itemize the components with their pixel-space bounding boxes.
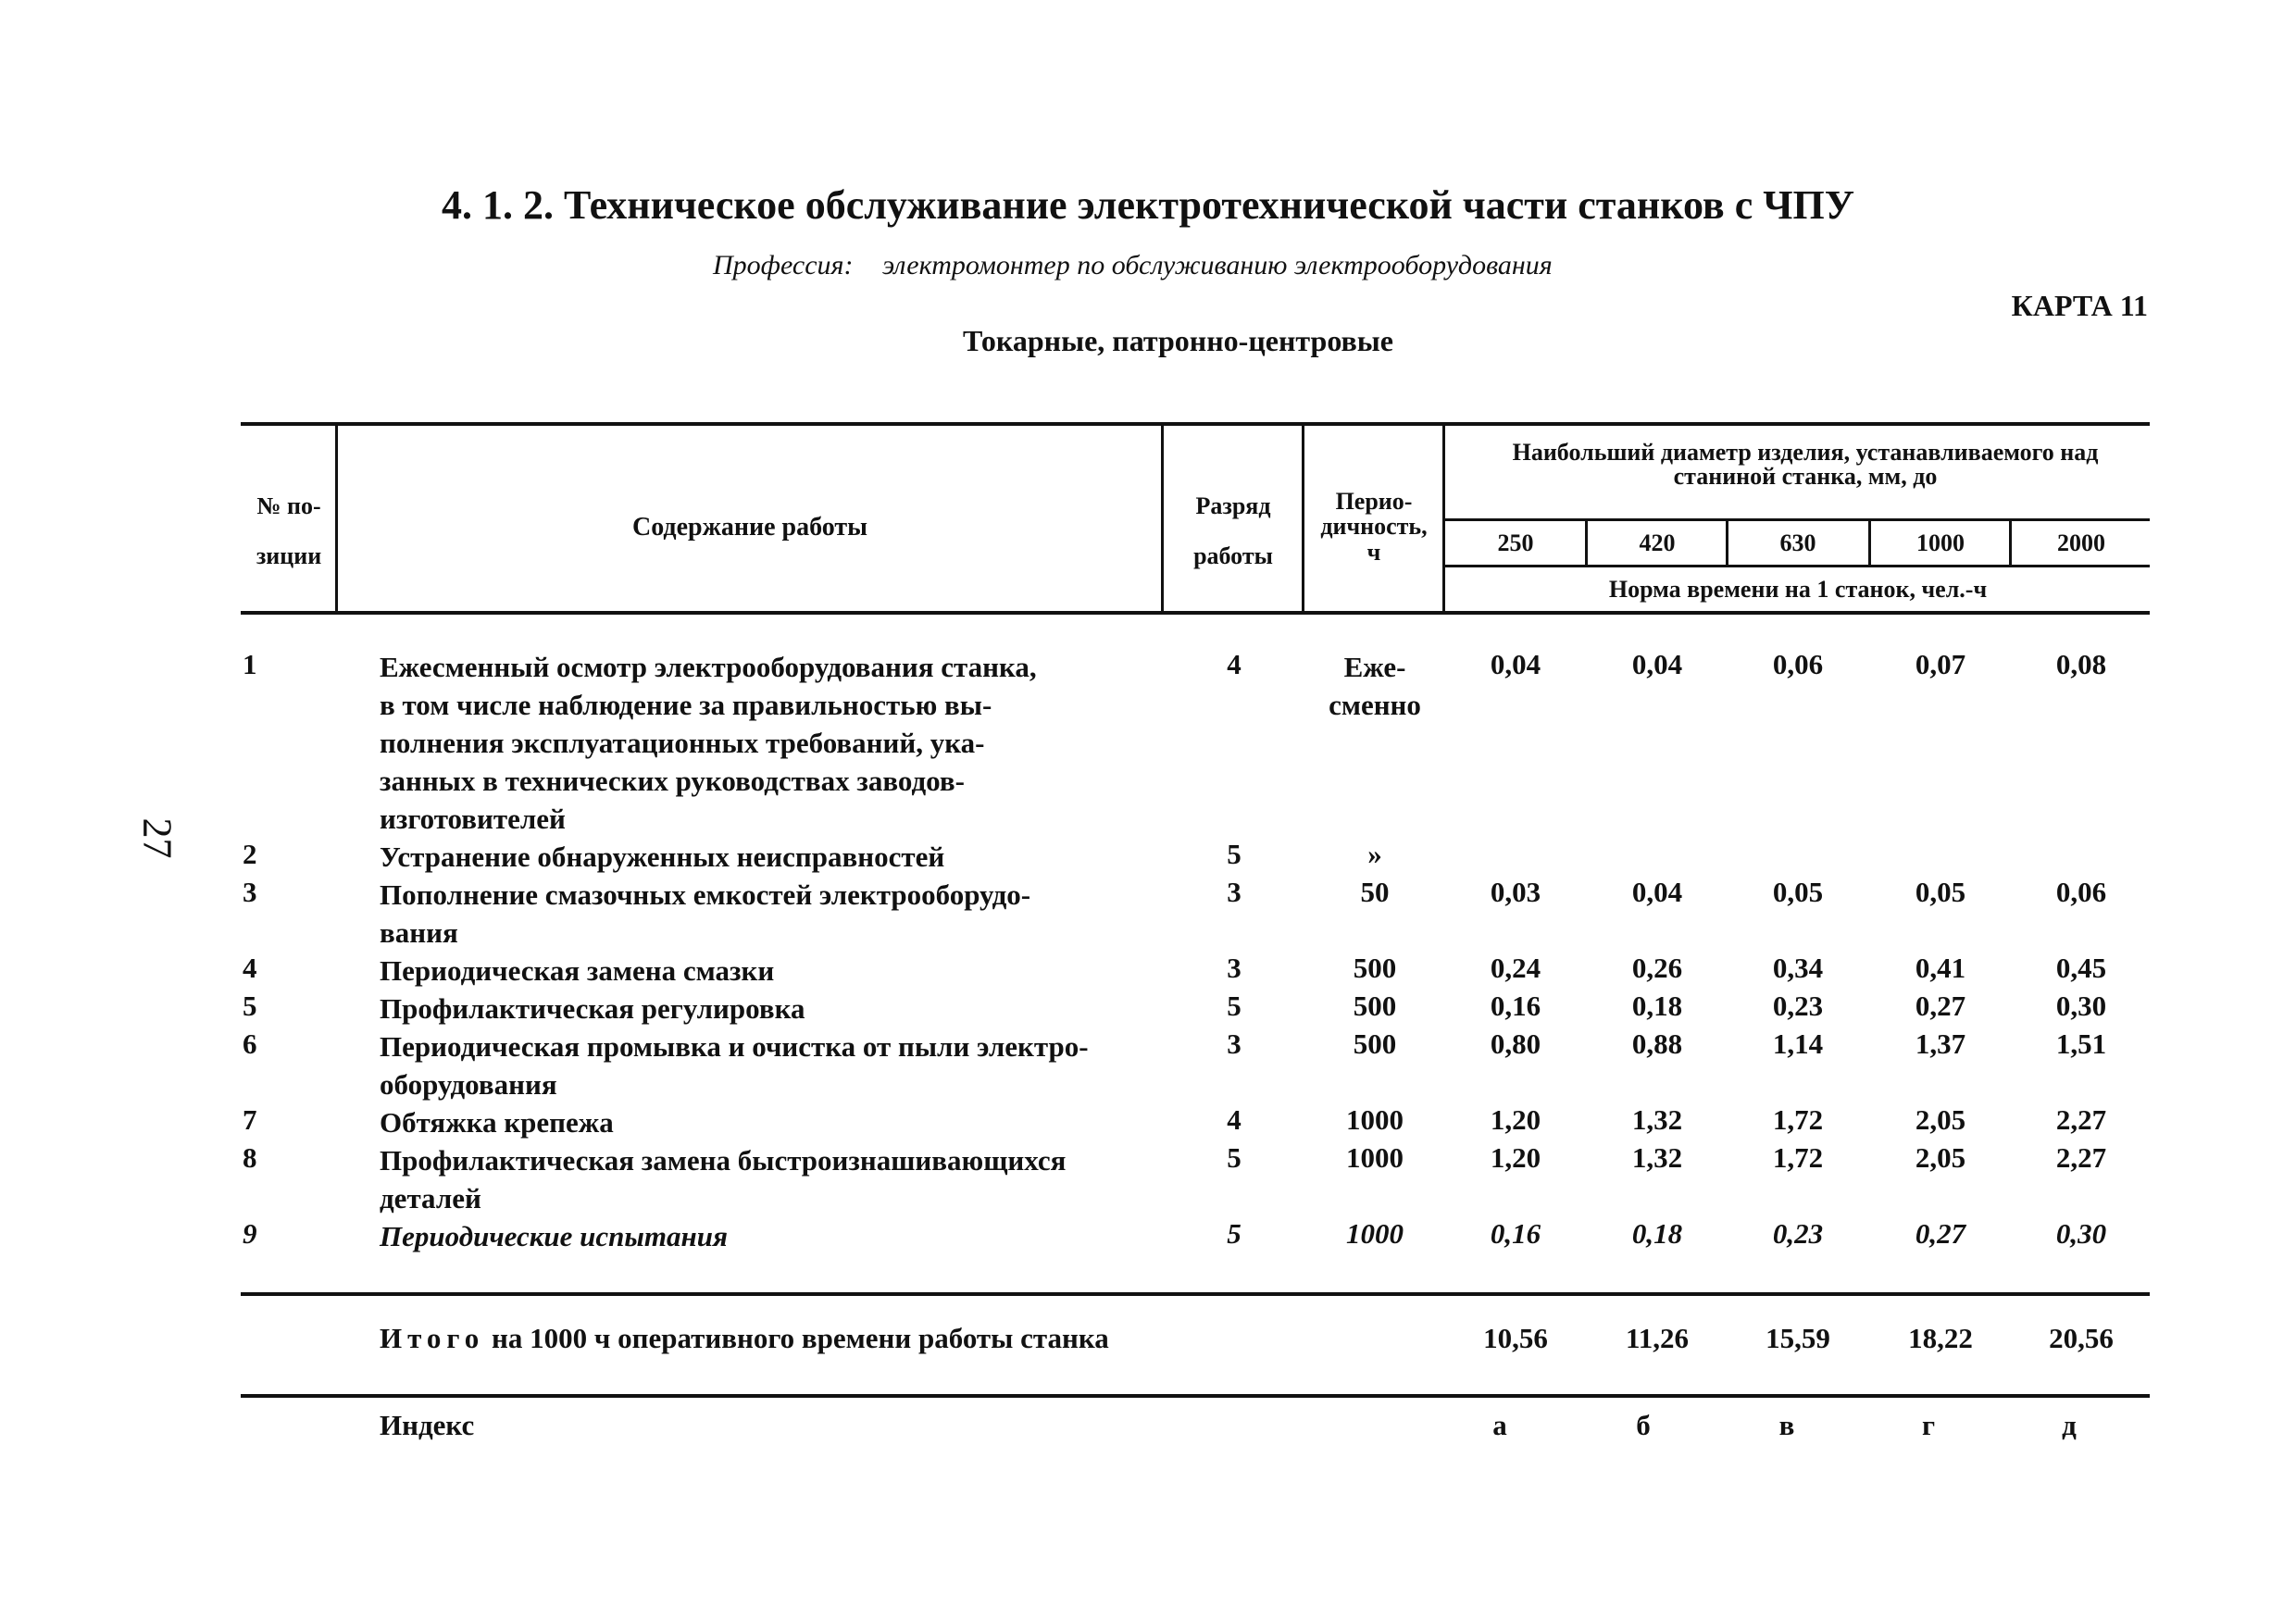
row-content: Обтяжка крепежа: [380, 1106, 614, 1139]
row-value-630: 0,05: [1772, 876, 1824, 908]
total-top-rule: [241, 1292, 2150, 1296]
total-value-250: 10,56: [1483, 1322, 1548, 1354]
row-value-420: 0,26: [1631, 952, 1683, 984]
row-number: 3: [243, 876, 257, 908]
header-position-line1: № по-: [256, 492, 321, 519]
col-divider-1: [335, 424, 338, 613]
row-content: Периодическая промывка и очистка от пыли электро- оборудования: [380, 1030, 1089, 1101]
total-label: [380, 1322, 1398, 1355]
row-value-250: 0,04: [1490, 648, 1541, 680]
row-value-1000: 0,05: [1915, 876, 1966, 908]
row-value-1000: 0,27: [1915, 1217, 1966, 1250]
row-value-630: 0,34: [1772, 952, 1824, 984]
row-grade: 3: [1227, 876, 1242, 908]
document-title: 4. 1. 2. Техническое обслуживание электротехнической части станков с ЧПУ: [441, 182, 1855, 228]
row-value-630: 1,72: [1772, 1141, 1824, 1174]
row-value-420: 0,88: [1631, 1027, 1683, 1060]
row-period: 500: [1353, 952, 1397, 984]
row-value-1000: 1,37: [1915, 1027, 1966, 1060]
col-divider-3: [1302, 424, 1304, 613]
row-value-1000: 2,05: [1915, 1141, 1966, 1174]
row-grade: 3: [1227, 952, 1242, 984]
header-periodicity: [1305, 489, 1442, 565]
row-period: 500: [1353, 1027, 1397, 1060]
row-grade: 5: [1227, 990, 1242, 1022]
row-value-2000: 2,27: [2055, 1103, 2107, 1136]
row-content: Профилактическая регулировка: [380, 992, 805, 1025]
row-value-420: 0,18: [1631, 1217, 1683, 1250]
row-value-1000: 0,07: [1915, 648, 1966, 680]
row-value-2000: 2,27: [2055, 1141, 2107, 1174]
row-value-420: 1,32: [1631, 1141, 1683, 1174]
header-periodicity-line2: дичность,: [1320, 513, 1428, 541]
header-periodicity-line3: ч: [1366, 538, 1381, 566]
row-grade: 5: [1227, 1141, 1242, 1174]
row-period: 1000: [1346, 1103, 1404, 1136]
row-grade: 4: [1227, 648, 1242, 680]
row-number: 5: [243, 990, 257, 1022]
col-divider-4: [1442, 424, 1445, 613]
row-number: 7: [243, 1103, 257, 1136]
header-diameter-630: 630: [1779, 529, 1816, 556]
header-periodicity-line1: Перио-: [1335, 488, 1413, 515]
row-value-1000: 0,41: [1915, 952, 1966, 984]
index-label: Индекс: [380, 1409, 475, 1441]
row-period: 50: [1360, 876, 1390, 908]
index-value-v: в: [1778, 1409, 1795, 1441]
profession-value: электромонтер по обслуживанию электрооборудования: [881, 250, 1553, 280]
total-value-630: 15,59: [1766, 1322, 1830, 1354]
row-grade: 5: [1227, 838, 1242, 870]
row-number: 4: [243, 952, 257, 984]
row-period: Еже- сменно: [1329, 651, 1421, 721]
total-value-2000: 20,56: [2049, 1322, 2114, 1354]
header-grade: [1165, 491, 1302, 572]
row-value-2000: 0,06: [2055, 876, 2107, 908]
norm-rule: [1444, 565, 2150, 567]
row-value-2000: 0,30: [2055, 1217, 2107, 1250]
row-grade: 5: [1227, 1217, 1242, 1250]
header-grade-line1: Разряд: [1195, 492, 1271, 519]
total-value-1000: 18,22: [1908, 1322, 1973, 1354]
row-number: 6: [243, 1027, 257, 1060]
row-value-420: 1,32: [1631, 1103, 1683, 1136]
row-value-420: 0,04: [1631, 648, 1683, 680]
index-value-a: а: [1492, 1409, 1507, 1441]
total-bottom-rule: [241, 1394, 2150, 1398]
header-bottom-rule: [241, 611, 2150, 615]
row-value-250: 0,16: [1490, 990, 1541, 1022]
row-value-2000: 1,51: [2055, 1027, 2107, 1060]
row-value-630: 0,23: [1772, 1217, 1824, 1250]
row-value-250: 0,16: [1490, 1217, 1541, 1250]
row-period: »: [1367, 838, 1382, 870]
header-diameter-420: 420: [1639, 529, 1676, 556]
row-period: 500: [1353, 990, 1397, 1022]
row-number: 1: [243, 648, 257, 680]
table-top-rule: [241, 422, 2150, 426]
row-value-250: 0,80: [1490, 1027, 1541, 1060]
row-content: Профилактическая замена быстроизнашивающихся деталей: [380, 1144, 1067, 1214]
header-position-line2: зиции: [256, 542, 322, 569]
row-content: Периодические испытания: [380, 1220, 728, 1252]
row-number: 8: [243, 1141, 257, 1174]
row-value-2000: 0,08: [2055, 648, 2107, 680]
row-value-630: 0,06: [1772, 648, 1824, 680]
profession-line: [713, 250, 1553, 281]
index-value-d: д: [2062, 1409, 2077, 1441]
header-content: Содержание работы: [631, 513, 868, 542]
row-number: 2: [243, 838, 257, 870]
index-value-b: б: [1636, 1409, 1651, 1441]
page-number: 27: [134, 817, 181, 859]
header-diameter-2000: 2000: [2057, 529, 2105, 556]
row-value-630: 1,14: [1772, 1027, 1824, 1060]
row-content: Периодическая замена смазки: [380, 954, 775, 987]
header-position: [243, 491, 335, 572]
row-grade: 3: [1227, 1027, 1242, 1060]
total-value-420: 11,26: [1625, 1322, 1690, 1354]
row-value-250: 0,24: [1490, 952, 1541, 984]
row-period: 1000: [1346, 1141, 1404, 1174]
header-diameter: Наибольший диаметр изделия, устанавливаемого над станиной станка, мм, до: [1512, 439, 2099, 490]
row-value-2000: 0,45: [2055, 952, 2107, 984]
row-value-250: 0,03: [1490, 876, 1541, 908]
row-value-250: 1,20: [1490, 1103, 1541, 1136]
row-value-2000: 0,30: [2055, 990, 2107, 1022]
profession-label: Профессия:: [713, 250, 854, 280]
header-diameter-250: 250: [1497, 529, 1534, 556]
total-label-rest: на 1000 ч оперативного времени работы станка: [492, 1322, 1109, 1354]
header-diameter-1000: 1000: [1916, 529, 1965, 556]
row-content: Пополнение смазочных емкостей электрооборудо- вания: [380, 878, 1031, 949]
header-grade-line2: работы: [1193, 542, 1273, 569]
row-value-420: 0,18: [1631, 990, 1683, 1022]
total-label-spaced: Итого: [380, 1322, 485, 1354]
row-content: Ежесменный осмотр электрооборудования станка, в том числе наблюдение за правильностью вы- полнения эксплуатационных требований, ука- занных в технических руководствах заводов- изготовителей: [380, 651, 1037, 835]
row-period: 1000: [1346, 1217, 1404, 1250]
diameter-rule: [1444, 518, 2150, 521]
row-value-250: 1,20: [1490, 1141, 1541, 1174]
col-divider-2: [1161, 424, 1164, 613]
row-value-420: 0,04: [1631, 876, 1683, 908]
row-number: 9: [243, 1217, 257, 1250]
row-value-1000: 2,05: [1915, 1103, 1966, 1136]
card-label: КАРТА 11: [2011, 289, 2148, 322]
index-value-g: г: [1921, 1409, 1936, 1441]
row-value-630: 0,23: [1772, 990, 1824, 1022]
header-norm: Норма времени на 1 станок, чел.-ч: [1608, 576, 1988, 603]
row-value-1000: 0,27: [1915, 990, 1966, 1022]
row-grade: 4: [1227, 1103, 1242, 1136]
subtitle: Токарные, патронно-центровые: [963, 324, 1393, 357]
row-value-630: 1,72: [1772, 1103, 1824, 1136]
row-content: Устранение обнаруженных неисправностей: [380, 841, 945, 873]
